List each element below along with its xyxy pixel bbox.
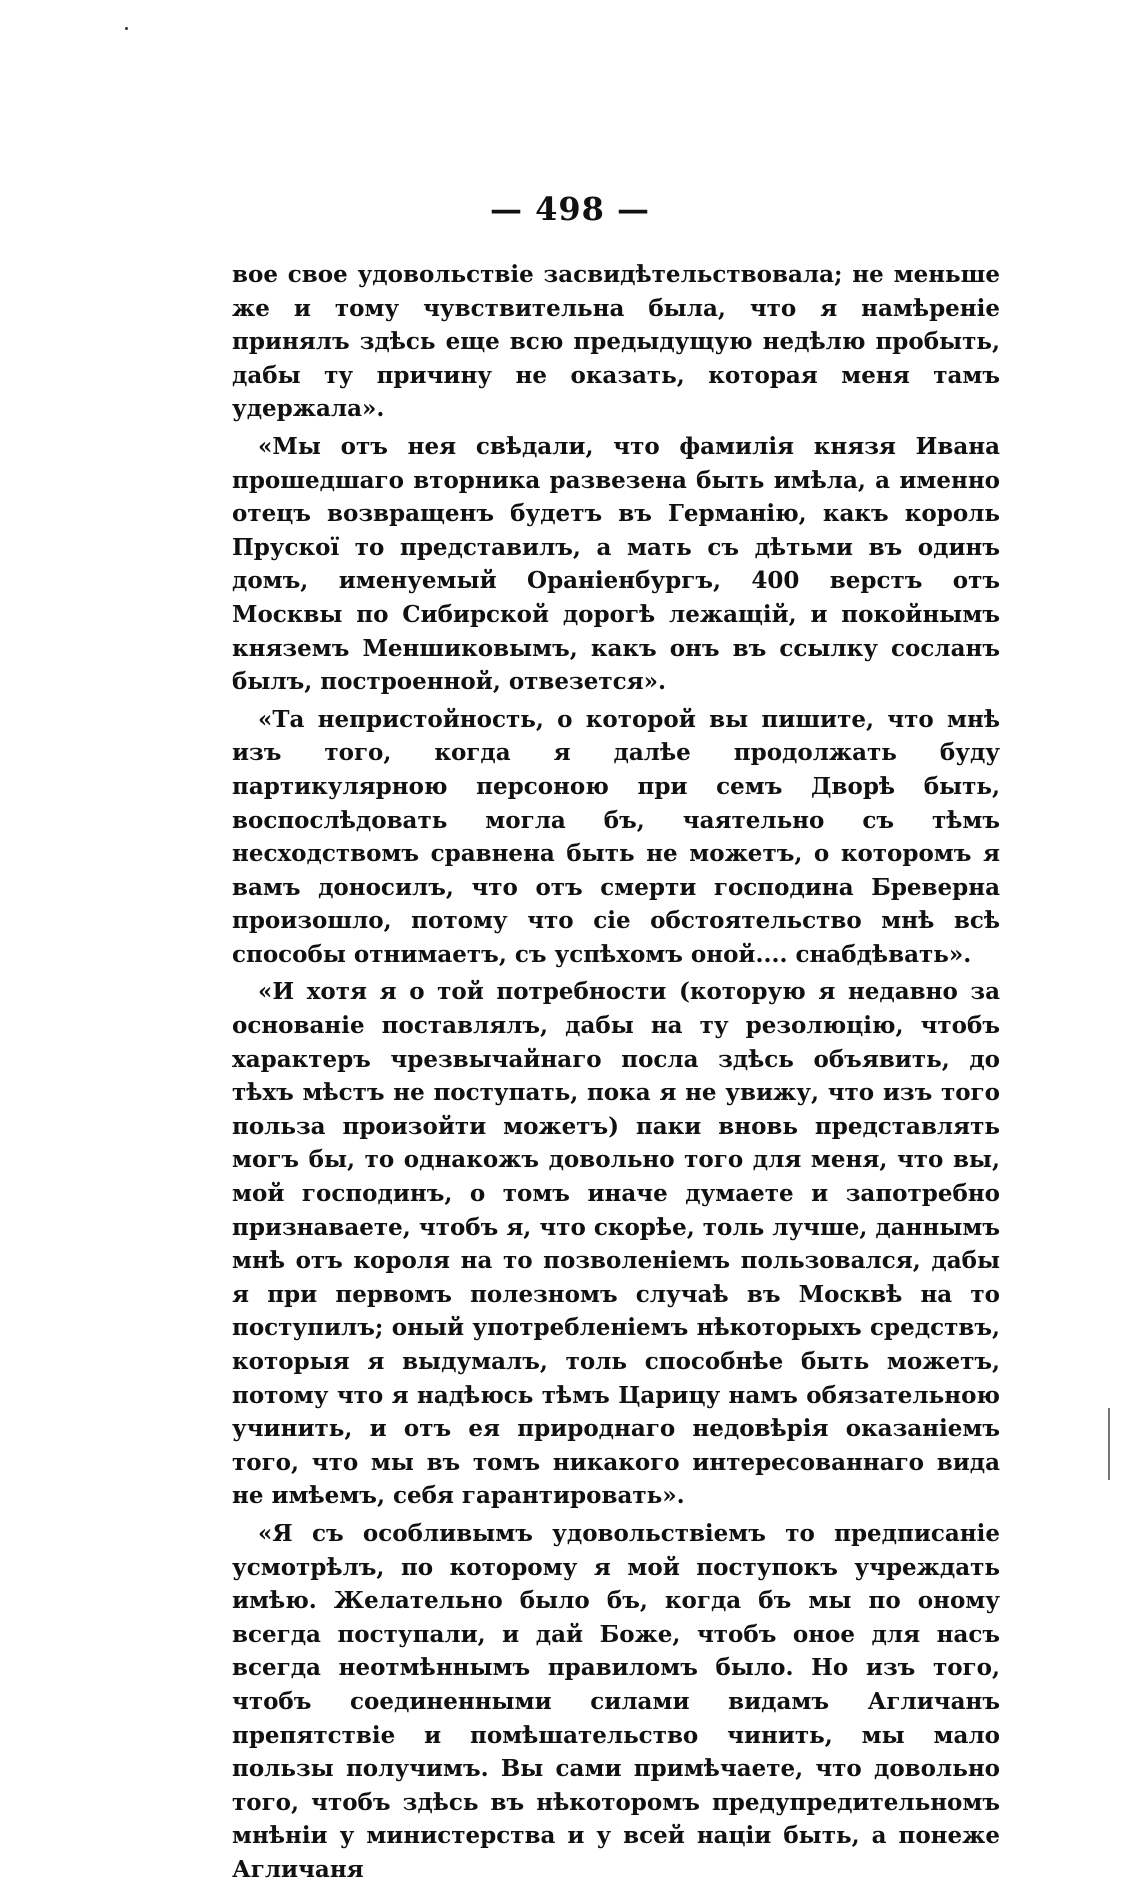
paragraph-2: «Мы отъ нея свѣдали, что фамилія князя Ивана прошедшаго вторника развезена быть имѣла, а именно отецъ возвращенъ будетъ въ Германію, какъ король Прускої то представилъ, а мать съ дѣтьми въ одинъ домъ, именуемый Ораніенбургъ, 400 верстъ отъ Москвы по Сибирской дорогѣ лежащій, и покойнымъ княземъ Меншиковымъ, какъ онъ въ ссылку сосланъ былъ, построенной, отвезется». (232, 432, 1000, 696)
body-text (232, 258, 1000, 1891)
page-number: — 498 — (489, 190, 651, 228)
paragraph-3: «Та непристойность, о которой вы пишите, что мнѣ изъ того, когда я далѣе продолжать буду партикулярною персоною при семъ Дворѣ быть, воспослѣдовать могла бъ, чаятельно съ тѣмъ несходствомъ сравнена быть не можетъ, о которомъ я вамъ доносилъ, что отъ смерти господина Бреверна произошло, потому что сіе обстоятельство мнѣ всѣ способы отнимаетъ, съ успѣхомъ оной.... снабдѣвать». (232, 705, 1000, 968)
margin-mark (1108, 1408, 1110, 1480)
paragraph-4: «И хотя я о той потребности (которую я недавно за основаніе поставлялъ, дабы на ту резолюцію, чтобъ характеръ чрезвычайнаго посла здѣсь объявить, до тѣхъ мѣстъ не поступать, пока я не увижу, что изъ того польза произойти можетъ) паки вновь представлять могъ бы, то однакожъ довольно того для меня, что вы, мой господинъ, о томъ иначе думаете и запотребно признаваете, чтобъ я, что скорѣе, толь лучше, даннымъ мнѣ отъ короля на то позволеніемъ пользовался, дабы я при первомъ полезномъ случаѣ въ Москвѣ на то поступилъ; оный употребленіемъ нѣкоторыхъ средствъ, которыя я выдумалъ, толь способнѣе быть можетъ, потому что я надѣюсь тѣмъ Царицу намъ обязательною учинить, и отъ ея природнаго недовѣрія оказаніемъ того, что мы въ томъ никакого интересованнаго вида не имѣемъ, себя гарантировать». (232, 978, 1000, 1510)
paragraph-5: «Я съ особливымъ удовольствіемъ то предписаніе усмотрѣлъ, по которому я мой поступокъ учреждать имѣю. Желательно было бъ, когда бъ мы по оному всегда поступали, и дай Боже, чтобъ оное для насъ всегда неотмѣннымъ правиломъ было. Но изъ того, чтобъ соединенными силами видамъ Агличанъ препятствіе и помѣшательство чинить, мы мало пользы получимъ. Вы сами примѣчаете, что довольно того, чтобъ здѣсь въ нѣкоторомъ предупредительномъ мнѣніи у министерства и у всей націи быть, а понеже Агличаня (232, 1519, 1000, 1883)
page-speck (125, 27, 128, 30)
paragraph-1: вое свое удовольствіе засвидѣтельствовала; не меньше же и тому чувствительна была, что я намѣреніе принялъ здѣсь еще всю предыдущую недѣлю пробыть, дабы ту причину не оказать, которая меня тамъ удержала». (232, 261, 1000, 423)
